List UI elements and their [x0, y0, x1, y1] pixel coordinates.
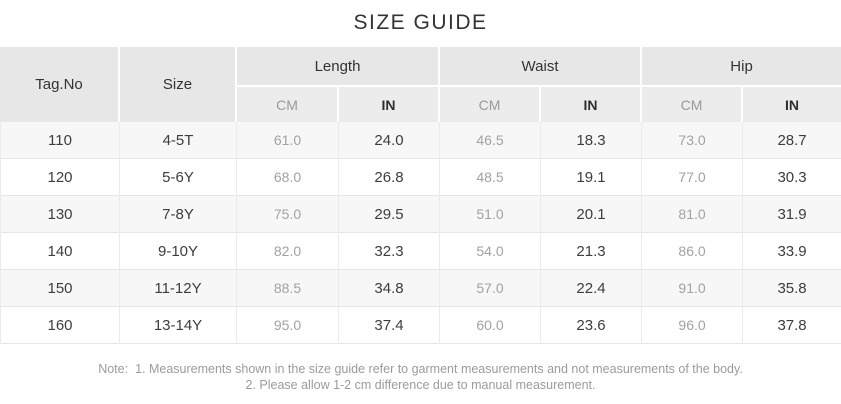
- cell-waist-in: 18.3: [541, 122, 642, 159]
- header-size: Size: [120, 47, 237, 122]
- cell-hip-in: 28.7: [743, 122, 841, 159]
- cell-hip-cm: 86.0: [642, 233, 743, 270]
- header-waist: Waist: [440, 47, 642, 87]
- cell-tag: 160: [0, 307, 120, 344]
- cell-length-in: 34.8: [339, 270, 440, 307]
- cell-hip-cm: 73.0: [642, 122, 743, 159]
- cell-hip-cm: 77.0: [642, 159, 743, 196]
- table-row: [0, 159, 841, 196]
- cell-size: 11-12Y: [120, 270, 237, 307]
- cell-hip-cm: 96.0: [642, 307, 743, 344]
- cell-waist-cm: 51.0: [440, 196, 541, 233]
- table-row: [0, 307, 841, 344]
- cell-size: 7-8Y: [120, 196, 237, 233]
- cell-size: 13-14Y: [120, 307, 237, 344]
- cell-length-in: 37.4: [339, 307, 440, 344]
- cell-waist-cm: 54.0: [440, 233, 541, 270]
- cell-hip-cm: 81.0: [642, 196, 743, 233]
- page-title: SIZE GUIDE: [353, 11, 488, 34]
- cell-length-cm: 95.0: [237, 307, 339, 344]
- cell-size: 4-5T: [120, 122, 237, 159]
- table-row: [0, 233, 841, 270]
- cell-waist-in: 23.6: [541, 307, 642, 344]
- cell-waist-cm: 57.0: [440, 270, 541, 307]
- cell-hip-in: 37.8: [743, 307, 841, 344]
- cell-length-in: 32.3: [339, 233, 440, 270]
- note-line-2: 2. Please allow 1-2 cm difference due to manual measurement.: [245, 378, 596, 392]
- table-row: [0, 196, 841, 233]
- header-waist-cm: CM: [440, 87, 541, 122]
- header-tag-no: Tag.No: [0, 47, 120, 122]
- note-label: Note:: [98, 362, 129, 376]
- table-row: [0, 270, 841, 307]
- note-line-1: [0, 361, 841, 377]
- cell-waist-cm: 48.5: [440, 159, 541, 196]
- cell-waist-in: 20.1: [541, 196, 642, 233]
- cell-waist-cm: 46.5: [440, 122, 541, 159]
- cell-waist-in: 21.3: [541, 233, 642, 270]
- header-hip-in: IN: [743, 87, 841, 122]
- cell-tag: 120: [0, 159, 120, 196]
- cell-size: 5-6Y: [120, 159, 237, 196]
- cell-length-cm: 68.0: [237, 159, 339, 196]
- cell-hip-in: 31.9: [743, 196, 841, 233]
- header-waist-in: IN: [541, 87, 642, 122]
- note-text-1: 1. Measurements shown in the size guide refer to garment measurements and not measurements of the body.: [135, 362, 743, 376]
- cell-length-in: 26.8: [339, 159, 440, 196]
- cell-tag: 110: [0, 122, 120, 159]
- cell-size: 9-10Y: [120, 233, 237, 270]
- cell-length-in: 29.5: [339, 196, 440, 233]
- cell-waist-cm: 60.0: [440, 307, 541, 344]
- header-hip-cm: CM: [642, 87, 743, 122]
- cell-tag: 150: [0, 270, 120, 307]
- cell-length-cm: 82.0: [237, 233, 339, 270]
- cell-length-cm: 61.0: [237, 122, 339, 159]
- note: [0, 361, 841, 393]
- cell-length-cm: 88.5: [237, 270, 339, 307]
- header-length-in: IN: [339, 87, 440, 122]
- cell-hip-in: 30.3: [743, 159, 841, 196]
- header-length-cm: CM: [237, 87, 339, 122]
- header-length: Length: [237, 47, 440, 87]
- cell-waist-in: 22.4: [541, 270, 642, 307]
- cell-hip-in: 33.9: [743, 233, 841, 270]
- size-guide-table: [0, 47, 841, 344]
- cell-hip-in: 35.8: [743, 270, 841, 307]
- table-row: [0, 122, 841, 159]
- cell-hip-cm: 91.0: [642, 270, 743, 307]
- cell-length-cm: 75.0: [237, 196, 339, 233]
- header-hip: Hip: [642, 47, 841, 87]
- cell-tag: 130: [0, 196, 120, 233]
- cell-length-in: 24.0: [339, 122, 440, 159]
- cell-tag: 140: [0, 233, 120, 270]
- cell-waist-in: 19.1: [541, 159, 642, 196]
